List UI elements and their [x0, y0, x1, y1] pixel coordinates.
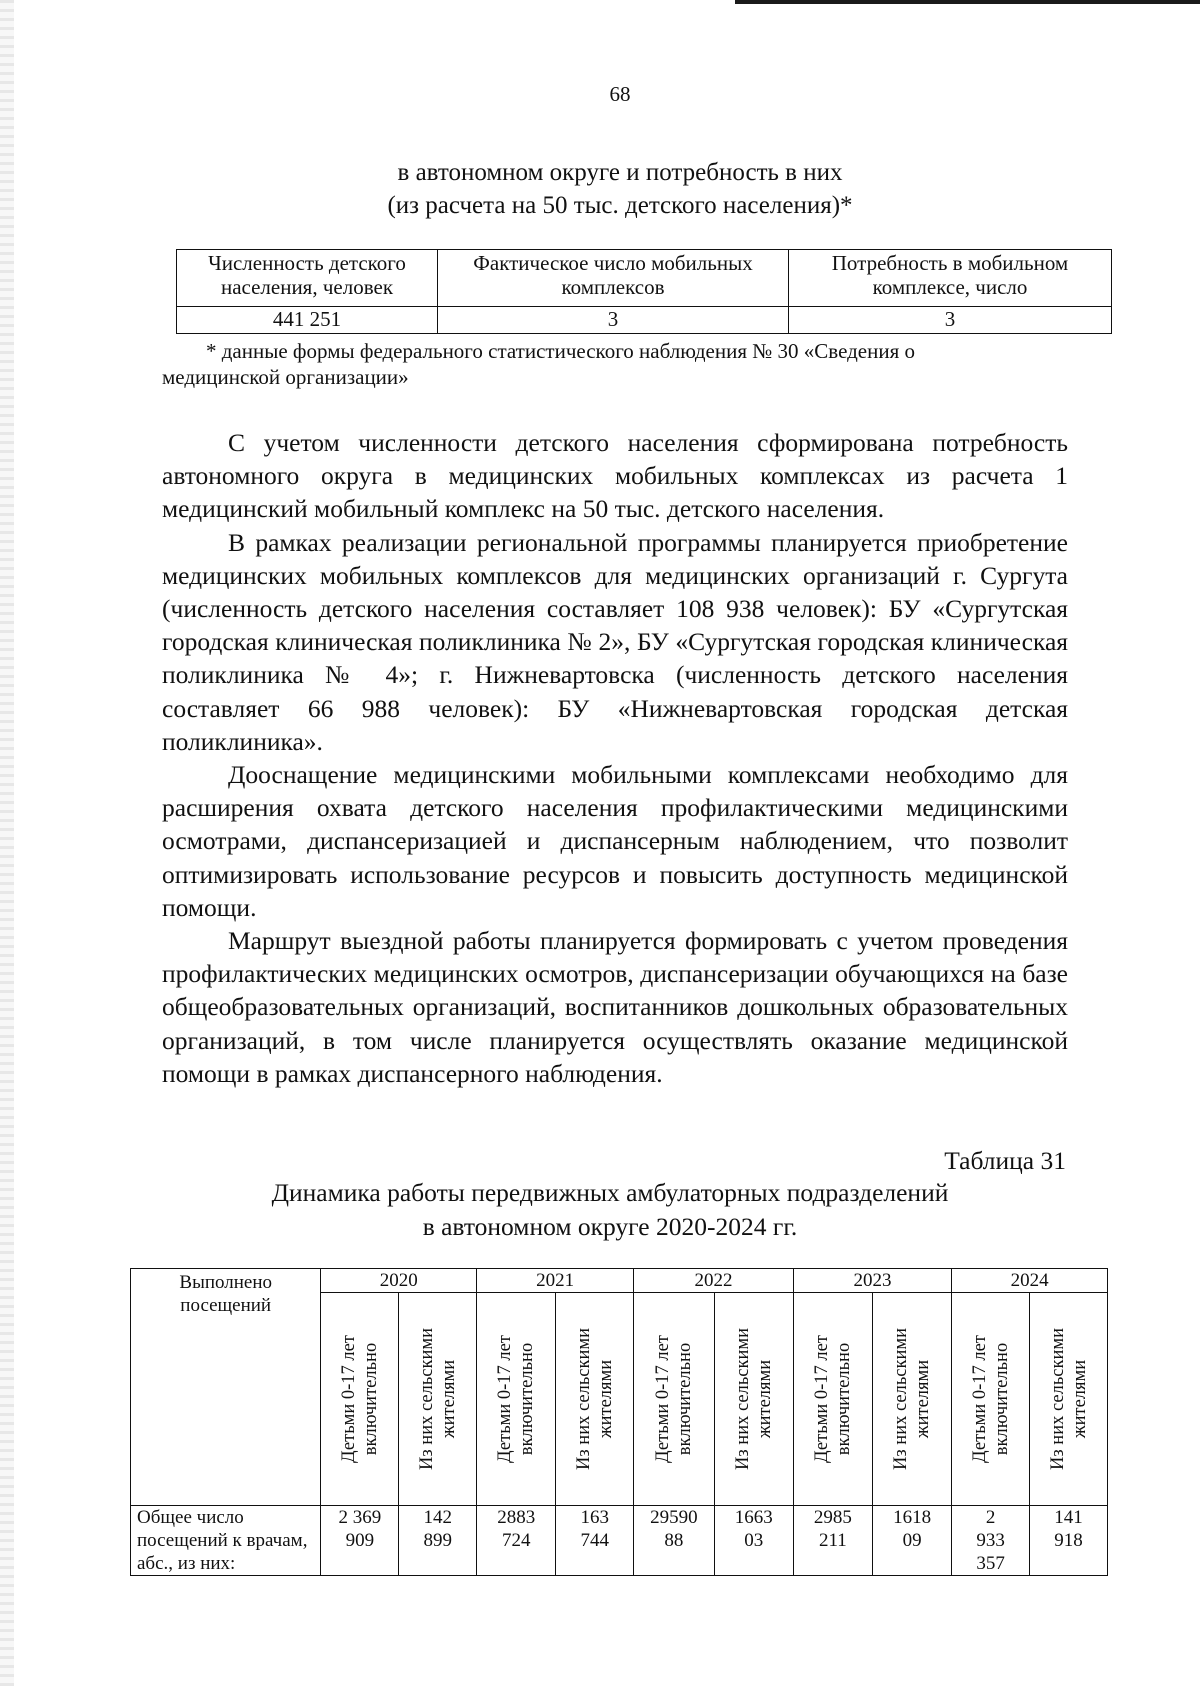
value-cell: 2 369 909 [321, 1506, 399, 1576]
table-caption-bottom [0, 1176, 1200, 1244]
sub-header-children: Детьми 0-17 лет включительно [477, 1293, 556, 1506]
value-cell: 29590 88 [634, 1506, 714, 1576]
table-caption-top [0, 156, 1200, 222]
value-cell: 1618 09 [873, 1506, 952, 1576]
footnote [162, 338, 1062, 390]
value-cell: 1663 03 [714, 1506, 793, 1576]
table-header-row [177, 250, 1112, 307]
year-header: 2021 [477, 1269, 634, 1293]
sub-header-rural: Из них сельскими жителями [1030, 1293, 1108, 1506]
ambulatory-dynamics-table [130, 1268, 1108, 1576]
body-text [162, 426, 1068, 1090]
table-row [177, 307, 1112, 334]
value-cell: 2 933 357 [952, 1506, 1030, 1576]
footnote-line-1: * данные формы федерального статистического наблюдения № 30 «Сведения о [206, 339, 916, 363]
sub-header-rural: Из них сельскими жителями [399, 1293, 477, 1506]
value-cell: 163 744 [556, 1506, 634, 1576]
value-cell: 142 899 [399, 1506, 477, 1576]
top-edge-rule [735, 0, 1200, 4]
scan-left-edge [0, 0, 14, 1686]
year-header: 2020 [321, 1269, 477, 1293]
paragraph: Маршрут выездной работы планируется формировать с учетом проведения профилактических медицинских осмотров, диспансеризации обучающихся на базе общеобразовательных организаций, воспитанников дошкольных образовательных организаций, в том числе планируется осуществлять оказание медицинской помощи в рамках диспансерного наблюдения. [162, 926, 1068, 1088]
table-number-label: Таблица 31 [944, 1146, 1066, 1175]
sub-header-rural: Из них сельскими жителями [556, 1293, 634, 1506]
table-row [131, 1506, 1108, 1576]
mobile-complexes-table [176, 249, 1112, 334]
footnote-line-2: медицинской организации» [162, 365, 409, 389]
sub-header-children: Детьми 0-17 лет включительно [321, 1293, 399, 1506]
year-header: 2022 [634, 1269, 794, 1293]
table-cell: 3 [438, 307, 789, 334]
sub-header-rural: Из них сельскими жителями [714, 1293, 793, 1506]
caption-line-1: Динамика работы передвижных амбулаторных подразделений [271, 1178, 949, 1207]
sub-header-children: Детьми 0-17 лет включительно [952, 1293, 1030, 1506]
year-header-row [131, 1269, 1108, 1293]
paragraph: В рамках реализации региональной программы планируется приобретение медицинских мобильных комплексов для медицинских организаций г. Сургута (численность детского населения составляет 108 938 человек): БУ «Сургутская городская клиническая поликлиника № 2», БУ «Сургутская городская клиническая поликлиника № 4»; г. Нижневартовска (численность детского населения составляет 66 988 человек): БУ «Нижневартовская городская детская поликлиника». [162, 527, 1068, 756]
paragraph: С учетом численности детского населения сформирована потребность автономного округа в медицинских мобильных комплексах из расчета 1 медицинский мобильный комплекс на 50 тыс. детского населения. [162, 428, 1068, 524]
sub-header-rural: Из них сельскими жителями [873, 1293, 952, 1506]
sub-header-children: Детьми 0-17 лет включительно [634, 1293, 714, 1506]
first-header-cell: Выполнено посещений [131, 1269, 321, 1506]
paragraph: Дооснащение медицинскими мобильными комплексами необходимо для расширения охвата детского населения профилактическими медицинскими осмотрами, диспансеризацией и диспансерным наблюдением, что позволит оптимизировать использование ресурсов и повысить доступность медицинской помощи. [162, 760, 1068, 922]
year-header: 2024 [952, 1269, 1108, 1293]
sub-header-children: Детьми 0-17 лет включительно [793, 1293, 872, 1506]
header-cell: Фактическое число мобильных комплексов [438, 250, 789, 307]
table-cell: 441 251 [177, 307, 438, 334]
year-header: 2023 [793, 1269, 951, 1293]
value-cell: 2883 724 [477, 1506, 556, 1576]
value-cell: 141 918 [1030, 1506, 1108, 1576]
table-cell: 3 [789, 307, 1112, 334]
caption-line-1: в автономном округе и потребность в них [397, 159, 843, 186]
value-cell: 2985 211 [793, 1506, 872, 1576]
header-cell: Численность детского населения, человек [177, 250, 438, 307]
row-label: Общее число посещений к врачам, абс., из них: [131, 1506, 321, 1576]
caption-line-2: (из расчета на 50 тыс. детского населения)* [387, 192, 853, 219]
header-cell: Потребность в мобильном комплексе, число [789, 250, 1112, 307]
caption-line-2: в автономном округе 2020-2024 гг. [422, 1212, 798, 1241]
page-number: 68 [609, 82, 631, 106]
